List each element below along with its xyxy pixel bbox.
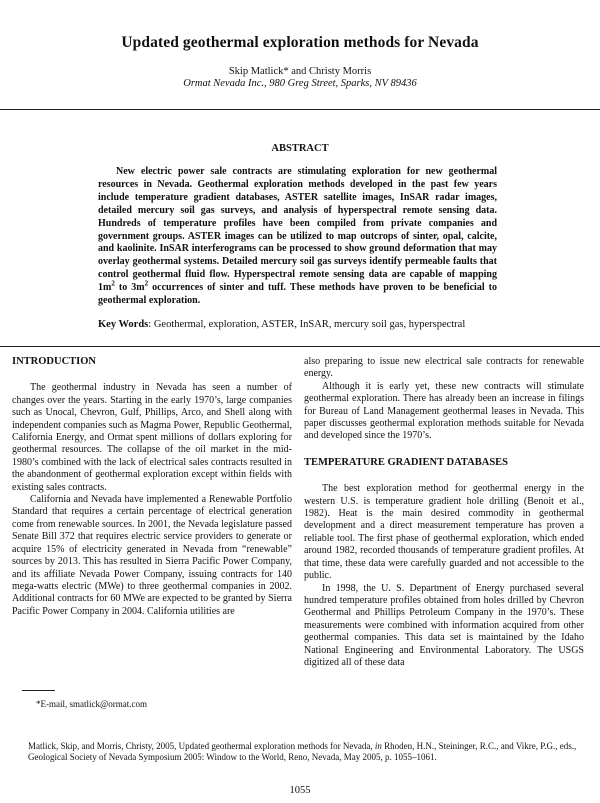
affiliation: Ormat Nevada Inc., 980 Greg Street, Sparks, NV 89436	[183, 78, 417, 89]
abstract-superscript-b: 2	[144, 279, 149, 288]
citation-pre: Matlick, Skip, and Morris, Christy, 2005, Updated geothermal exploration methods for Nevada,	[28, 741, 375, 751]
abstract-body	[98, 166, 497, 308]
keywords	[98, 319, 518, 330]
paper-title: Updated geothermal exploration methods for Nevada	[121, 34, 479, 51]
left-column	[12, 356, 292, 618]
intro-heading: INTRODUCTION	[12, 356, 97, 367]
abstract-text-c: occurrences of sinter and tuff. These methods have proven to be beneficial to geothermal exploration.	[98, 282, 497, 307]
top-rule	[0, 109, 600, 110]
abstract-text-b: to 3m	[114, 282, 145, 294]
right-paragraph-4: In 1998, the U. S. Department of Energy purchased several hundred temperature profiles obtained from holes drilled by Chevron Geothermal and Phillips Petroleum Company in the 1970’s. These measurements were combined with information acquired from other geothermal companies. This data set is maintained by the Idaho National Engineering and Environmental Laboratory. The USGS digitized all of these data	[304, 582, 584, 668]
intro-paragraph-1: The geothermal industry in Nevada has seen a number of changes over the years. Starting in the early 1970’s, large companies such as Unocal, Chevron, Gulf, Phillips, Arco, and Shell along with independent companies such as Magma Power, Republic Geothermal, California Energy, and Ormat spent millions of dollars exploring for geothermal resources. The collapse of the oil market in the mid-1980’s combined with the lack of electrical sales contracts resulted in the abandonment of geothermal exploration except within fields with existing sales contracts.	[12, 382, 292, 493]
footnote-rule	[22, 690, 55, 691]
citation-post: Rhoden, H.N., Steininger, R.C., and Vikre, P.G., eds., Geological Society of Nevada Symposium 2005: Window to the World, Reno, Nevada, May 2005, p. 1055–1061.	[28, 741, 577, 762]
keywords-label: Key Words	[98, 319, 149, 330]
abstract-superscript-a: 2	[111, 279, 115, 288]
citation	[28, 741, 584, 763]
citation-in: in	[374, 741, 382, 751]
right-paragraph-3: The best exploration method for geothermal energy in the western U.S. is temperature gradient hole drilling (Benoit et al., 1982). Heat is the main desired commodity in geothermal development and a direct measurement temperature has proven a reliable tool. The first phase of geothermal exploration, which ended around 1982, recorded thousands of temperature gradient profiles. At that time, these data were carefully guarded and not accessible to the public.	[304, 483, 584, 582]
section-rule	[0, 346, 600, 347]
abstract-heading: ABSTRACT	[271, 143, 329, 154]
page-number: 1055	[289, 785, 311, 796]
keywords-text: : Geothermal, exploration, ASTER, InSAR, mercury soil gas, hyperspectral	[148, 319, 466, 330]
temperature-heading: TEMPERATURE GRADIENT DATABASES	[304, 456, 509, 468]
intro-paragraph-2: California and Nevada have implemented a Renewable Portfolio Standard that requires a certain percentage of electrical generation come from renewable sources. In 2001, the Nevada legislature passed Senate Bill 372 that requires electric service providers to generate or acquire 15% of electricity generated in Nevada from “renewable” sources by 2013. This has resulted in Sierra Pacific Power Company, and its affiliate Nevada Power Company, issuing contracts for 140 mega-watts electric (MWe) to three geothermal companies in 2002. Additional contracts for 60 MWe are expected to be granted by Sierra Pacific Power Company in 2004. California utilities are	[12, 494, 292, 617]
right-paragraph-2: Although it is early yet, these new contracts will stimulate geothermal exploration. There has already been an increase in filings for Bureau of Land Management geothermal leases in Nevada. This paper discusses geothermal exploration methods suitable for Nevada and developed since the 1970’s.	[304, 380, 584, 442]
footnote: *E-mail, smatlick@ormat.com	[36, 699, 148, 709]
right-column	[304, 356, 584, 669]
abstract-text-a: New electric power sale contracts are stimulating exploration for new geothermal resources in Nevada. Geothermal exploration methods developed in the past few years include temperature gradient databases, ASTER satellite images, InSAR radar images, detailed mercury soil gas surveys, and analysis of hyperspectral remote sensing data. Hundreds of temperature profiles have been compiled from private companies and government groups. ASTER images can be utilized to map outcrops of sinter, opal, calcite, and kaolinite. InSAR interferograms can be processed to show ground deformation that may overlay geothermal systems. Detailed mercury soil gas surveys identify permeable faults that control geothermal fluid flow. Hyperspectral remote sensing data are capable of mapping 1m	[98, 166, 497, 294]
author-list: Skip Matlick* and Christy Morris	[228, 66, 372, 77]
right-paragraph-1: also preparing to issue new electrical sale contracts for renewable energy.	[304, 356, 584, 380]
